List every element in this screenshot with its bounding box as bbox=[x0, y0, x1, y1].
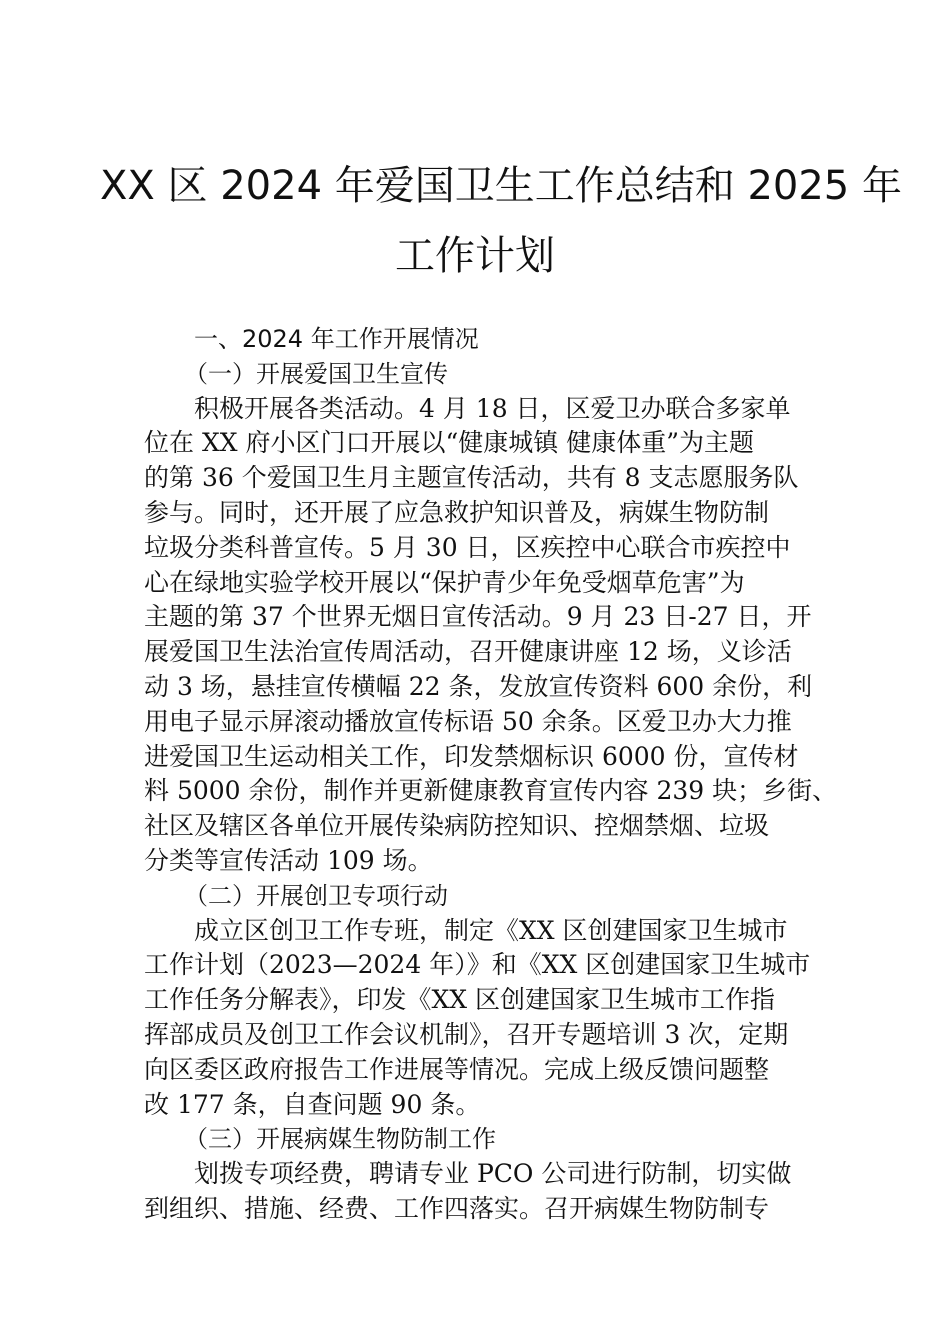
paragraph-line: 向区委区政府报告工作进展等情况。完成上级反馈问题整 bbox=[144, 1054, 770, 1084]
paragraph-line: 料 5000 余份，制作并更新健康教育宣传内容 239 块；乡街、 bbox=[144, 776, 838, 806]
paragraph-line: 心在绿地实验学校开展以“保护青少年免受烟草危害”为 bbox=[144, 567, 745, 597]
paragraph-line: 垃圾分类科普宣传。5 月 30 日，区疾控中心联合市疾控中 bbox=[144, 532, 791, 562]
paragraph-line: 到组织、措施、经费、工作四落实。召开病媒生物防制专 bbox=[144, 1193, 770, 1223]
paragraph-line: 划拨专项经费，聘请专业 PCO 公司进行防制，切实做 bbox=[194, 1159, 792, 1189]
subsection-heading: （二）开展创卫专项行动 bbox=[184, 881, 448, 910]
paragraph-line: 改 177 条，自查问题 90 条。 bbox=[144, 1089, 481, 1119]
section-heading: 一、2024 年工作开展情况 bbox=[194, 325, 479, 353]
paragraph-line: 主题的第 37 个世界无烟日宣传活动。9 月 23 日-27 日，开 bbox=[144, 602, 812, 632]
paragraph-line: 工作计划（2023—2024 年）》和《XX 区创建国家卫生城市 bbox=[144, 950, 811, 980]
paragraph-line: 积极开展各类活动。4 月 18 日，区爱卫办联合多家单 bbox=[194, 393, 791, 423]
paragraph-line: 成立区创卫工作专班，制定《XX 区创建国家卫生城市 bbox=[194, 915, 788, 945]
paragraph-line: 参与。同时，还开展了应急救护知识普及，病媒生物防制 bbox=[144, 497, 770, 527]
document-body bbox=[144, 322, 838, 1227]
paragraph-line: 的第 36 个爱国卫生月主题宣传活动，共有 8 支志愿服务队 bbox=[144, 463, 799, 493]
paragraph-line: 位在 XX 府小区门口开展以“健康城镇 健康体重”为主题 bbox=[144, 428, 754, 458]
subsection-heading: （一）开展爱国卫生宣传 bbox=[184, 359, 448, 388]
paragraph-line: 工作任务分解表》，印发《XX 区创建国家卫生城市工作指 bbox=[144, 985, 776, 1015]
paragraph-line: 进爱国卫生运动相关工作，印发禁烟标识 6000 份，宣传材 bbox=[144, 741, 799, 771]
paragraph-line: 用电子显示屏滚动播放宣传标语 50 余条。区爱卫办大力推 bbox=[144, 706, 792, 736]
paragraph-line: 展爱国卫生法治宣传周活动，召开健康讲座 12 场，义诊活 bbox=[144, 637, 792, 667]
paragraph-line: 分类等宣传活动 109 场。 bbox=[144, 845, 433, 875]
document-title-line-1: XX 区 2024 年爱国卫生工作总结和 2025 年 bbox=[100, 163, 902, 209]
paragraph-line: 动 3 场，悬挂宣传横幅 22 条，发放宣传资料 600 余份，利 bbox=[144, 671, 813, 701]
subsection-heading: （三）开展病媒生物防制工作 bbox=[184, 1125, 496, 1154]
paragraph-line: 社区及辖区各单位开展传染病防控知识、控烟禁烟、垃圾 bbox=[144, 811, 770, 841]
paragraph-line: 挥部成员及创卫工作会议机制》，召开专题培训 3 次，定期 bbox=[144, 1019, 789, 1049]
document-title-line-2: 工作计划 bbox=[395, 233, 555, 279]
